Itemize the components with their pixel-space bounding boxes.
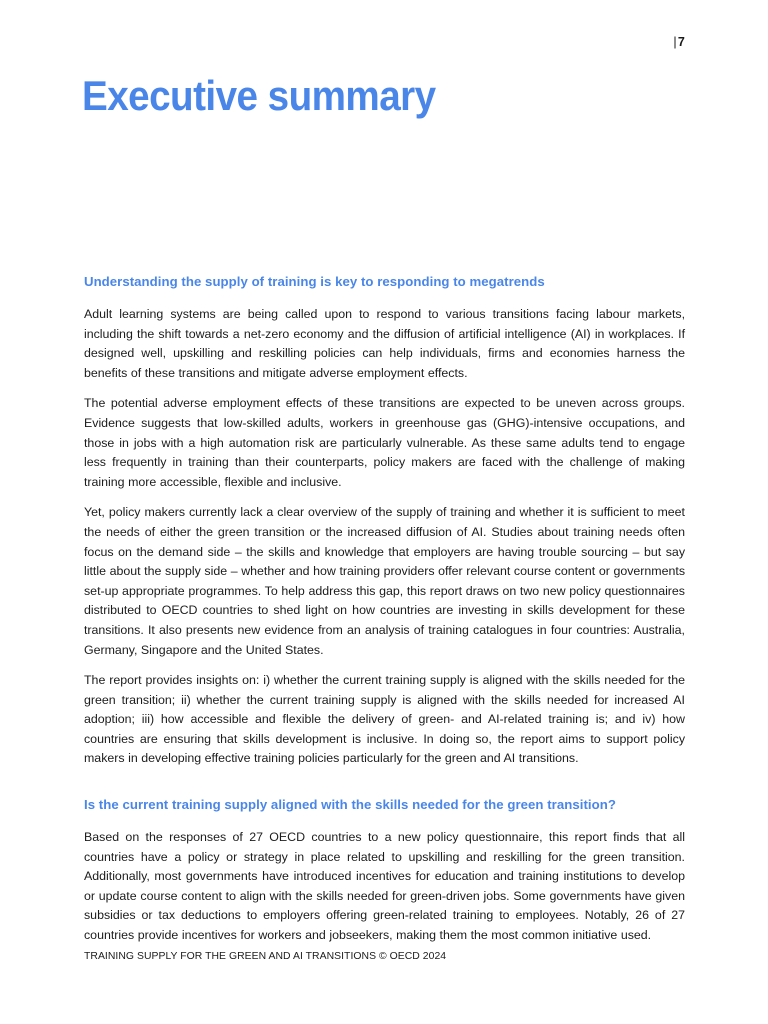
header-separator: |: [673, 35, 677, 49]
section-heading-green-transition-alignment: Is the current training supply aligned with the skills needed for the green transition?: [84, 797, 616, 813]
running-footer: TRAINING SUPPLY FOR THE GREEN AND AI TRANSITIONS © OECD 2024: [84, 951, 447, 962]
page-title: Executive summary: [82, 72, 436, 119]
paragraph: Based on the responses of 27 OECD countries to a new policy questionnaire, this report finds that all countries have a policy or strategy in place related to upskilling and reskilling for the green transition. Additionally, most governments have introduced incentives for education and training institutions to develop or update course content to align with the skills needed for green-driven jobs. Some governments have given subsidies or tax deductions to employers offering green-related training to employees. Notably, 26 of 27 countries provide incentives for workers and jobseekers, making them the most common initiative used.: [84, 830, 685, 943]
page-number: 7: [677, 35, 685, 49]
section-heading-understanding-supply: Understanding the supply of training is key to responding to megatrends: [84, 274, 545, 289]
document-body: [84, 272, 685, 946]
paragraph: The potential adverse employment effects of these transitions are expected to be uneven across groups. Evidence suggests that low-skilled adults, workers in greenhouse gas (GHG)-intensive occupations, and those in jobs with a high automation risk are particularly vulnerable. As these same adults tend to engage less frequently in training than their counterparts, policy makers are faced with the challenge of making training more accessible, flexible and inclusive.: [84, 396, 685, 489]
paragraph: The report provides insights on: i) whether the current training supply is aligned with the skills needed for the green transition; ii) whether the current training supply is aligned with the skills needed for increased AI adoption; iii) how accessible and flexible the delivery of green- and AI-related training is; and iv) how countries are ensuring that skills development is inclusive. In doing so, the report aims to support policy makers in developing effective training policies particularly for the green and AI transitions.: [84, 673, 685, 766]
running-header: [84, 34, 685, 50]
paragraph: Yet, policy makers currently lack a clear overview of the supply of training and whether it is sufficient to meet the needs of either the green transition or the increased diffusion of AI. Studies about training needs often focus on the demand side – the skills and knowledge that employers are having trouble sourcing – but say little about the supply side – whether and how training providers offer relevant course content or governments set-up appropriate programmes. To help address this gap, this report draws on two new policy questionnaires distributed to OECD countries to shed light on how countries are investing in skills development for these transitions. It also presents new evidence from an analysis of training catalogues in four countries: Australia, Germany, Singapore and the United States.: [84, 505, 685, 657]
paragraph: Adult learning systems are being called upon to respond to various transitions facing labour markets, including the shift towards a net-zero economy and the diffusion of artificial intelligence (AI) in workplaces. If designed well, upskilling and reskilling policies can help individuals, firms and economies harness the benefits of these transitions and mitigate adverse employment effects.: [84, 307, 685, 380]
